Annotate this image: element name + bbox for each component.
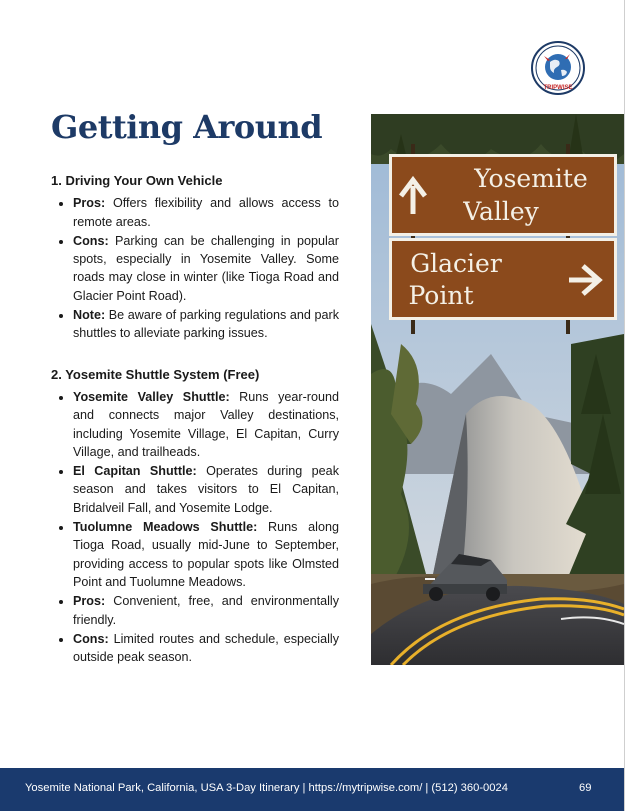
section-heading-shuttle: 2. Yosemite Shuttle System (Free) [51, 366, 260, 382]
footer-bar [0, 768, 625, 811]
sign-yosemite-text: Yosemite [474, 164, 588, 193]
page-number: 69 [579, 782, 592, 794]
list-item: • Cons: Parking can be challenging in popular spots, especially in Yosemite Valley. Some roads may close in winter (like Tioga Road and Glacier Point Road). [73, 232, 339, 305]
list-item: • Tuolumne Meadows Shuttle: Runs along Tioga Road, usually mid-June to September, providing access to popular spots like Olmsted Point and Tuolumne Meadows. [73, 518, 339, 591]
content-column [51, 172, 339, 667]
tripwise-logo [530, 40, 586, 96]
sign-point-text: Point [408, 281, 474, 310]
page-title: Getting Around [51, 108, 323, 146]
sign-valley-text: Valley [463, 197, 539, 226]
list-item: • El Capitan Shuttle: Operates during peak season and takes visitors to El Capitan, Bridalveil Fall, and Yosemite Lodge. [73, 462, 339, 517]
list-item: • Cons: Limited routes and schedule, especially outside peak season. [73, 630, 339, 667]
list-item: • Yosemite Valley Shuttle: Runs year-round and connects major Valley destinations, including Yosemite Village, El Capitan, Curry Village, and trailheads. [73, 388, 339, 461]
logo-text: TRIPWISE [543, 85, 573, 91]
list-item: • Pros: Convenient, free, and environmentally friendly. [73, 592, 339, 629]
sign-glacier-text: Glacier [410, 249, 502, 278]
driving-list [51, 194, 339, 342]
list-item: • Note: Be aware of parking regulations and park shuttles to alleviate parking issues. [73, 306, 339, 343]
yosemite-photo [371, 114, 624, 665]
section-heading-driving: 1. Driving Your Own Vehicle [51, 173, 223, 188]
footer-text: Yosemite National Park, California, USA 3-Day Itinerary | https://mytripwise.com/ | (512) 360-0024 [25, 782, 508, 794]
shuttle-list [51, 388, 339, 666]
list-item: • Pros: Offers flexibility and allows access to remote areas. [73, 194, 339, 231]
